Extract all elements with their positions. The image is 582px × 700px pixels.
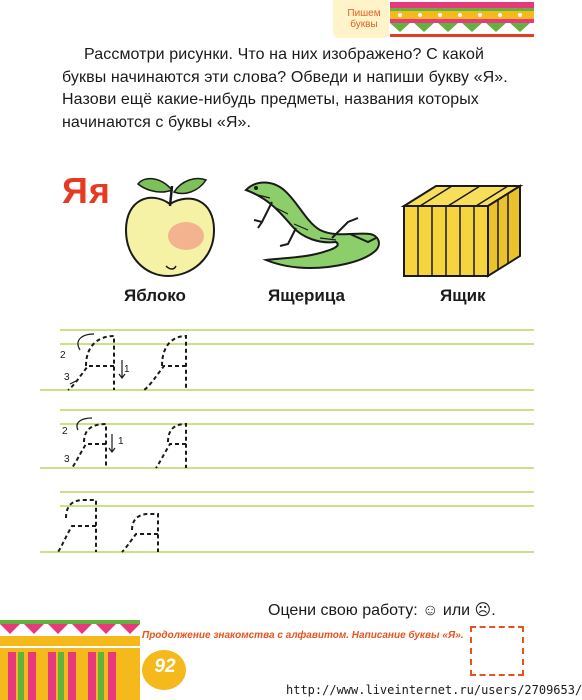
watermark-url: http://www.liveinternet.ru/users/2709653/ bbox=[286, 683, 582, 697]
instructions-text: Рассмотри рисунки. Что на них изображено? С какой буквы начинаются эти слова? Обведи и напиши букву «Я». Назови ещё какие-нибудь предметы, названия которых начинаются с буквы «Я». bbox=[62, 46, 508, 131]
apple-icon bbox=[120, 170, 220, 282]
stroke-number: 1 bbox=[124, 364, 130, 375]
stroke-number: 2 bbox=[60, 350, 66, 361]
page-number: 92 bbox=[154, 656, 176, 677]
section-label bbox=[339, 8, 389, 30]
stroke-number: 1 bbox=[118, 436, 124, 447]
word-label-lizard: Ящерица bbox=[268, 286, 345, 305]
self-rating-box bbox=[470, 626, 524, 676]
word-label-apple: Яблоко bbox=[124, 286, 186, 305]
section-label-line1: Пишем bbox=[347, 8, 381, 19]
footer-caption: Продолжение знакомства с алфавитом. Написание буквы «Я». bbox=[142, 630, 464, 641]
header-ornament bbox=[390, 0, 534, 38]
self-rating-text: Оцени свою работу: ☺ или ☹. bbox=[268, 602, 496, 619]
section-label-line2: буквы bbox=[350, 19, 378, 30]
stroke-number: 3 bbox=[64, 372, 70, 383]
stroke-number: 2 bbox=[62, 426, 68, 437]
word-label-box: Ящик bbox=[440, 286, 486, 305]
footer-ornament bbox=[0, 612, 140, 700]
box-icon bbox=[400, 176, 524, 280]
stroke-number: 3 bbox=[64, 454, 70, 465]
handwriting-practice-area bbox=[40, 320, 534, 580]
lizard-icon bbox=[236, 172, 386, 280]
letter-heading: Яя bbox=[62, 170, 111, 211]
